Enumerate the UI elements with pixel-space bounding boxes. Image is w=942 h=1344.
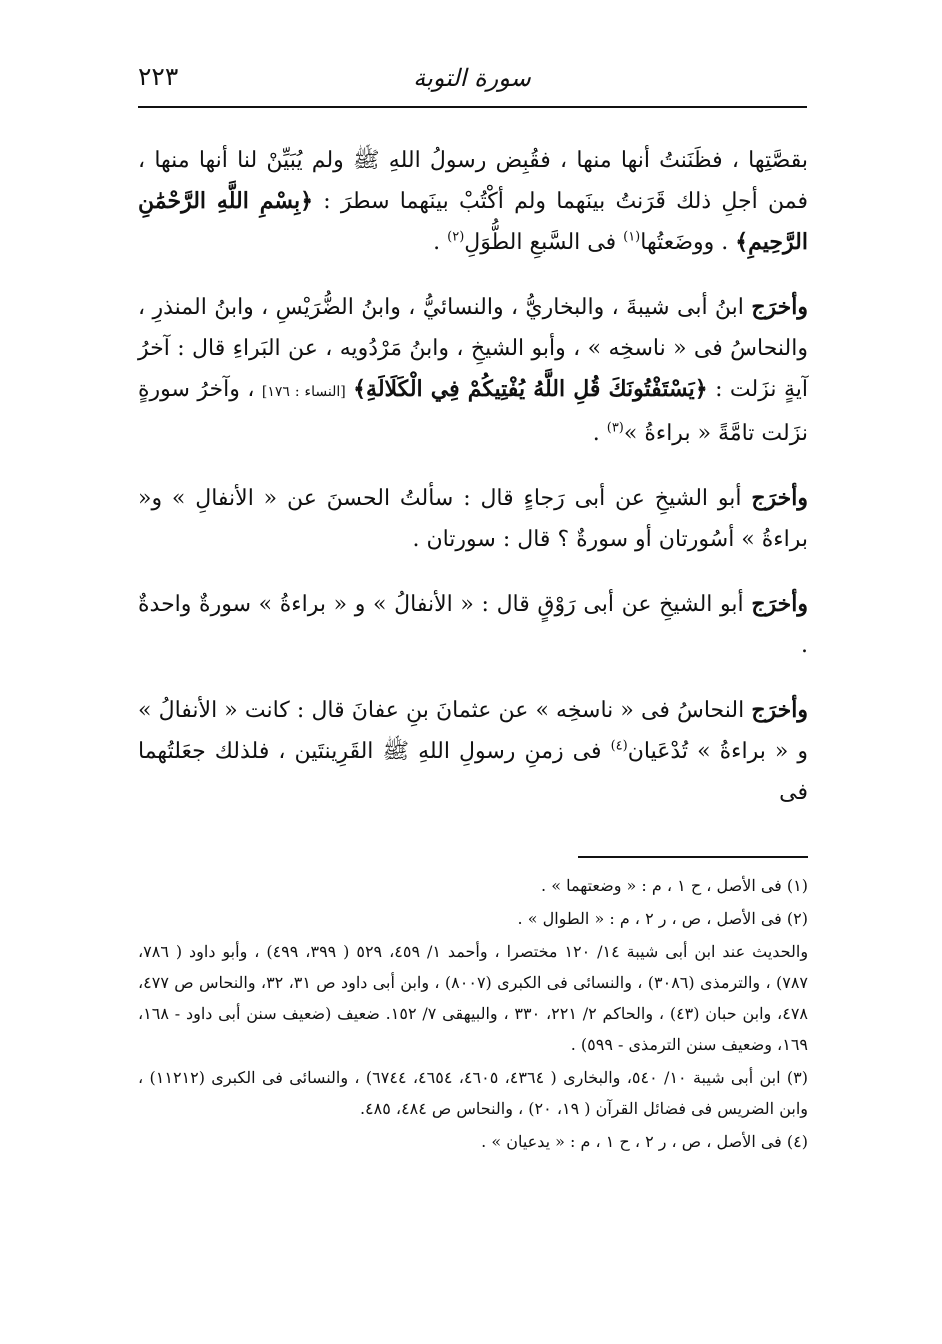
footnote-2-continuation: والحديث عند ابن أبى شيبة ١٤/ ١٢٠ مختصرا ، وأحمد ١/ ٤٥٩، ٥٢٩ ( ٣٩٩، ٤٩٩) ، وأبو داود ( ٧٨٦، ٧٨٧) ، والترمذى (٣٠٨٦) ، والنسائى فى الكبرى (٨٠٠٧) ، وابن أبى داود ص ٣١، ٣٢، والنحاس ص ٤٧٧، ٤٧٨، وابن حبان (٤٣) ، والحاكم ٢/ ٢٢١، ٣٣٠ ، والبيهقى ٧/ ١٥٢. ضعيف (ضعيف سنن أبى داود - ١٦٨، ١٦٩، وضعيف سنن الترمذى - ٥٩٩) .	[138, 942, 809, 1054]
footnote-1: (١) فى الأصل ، ح ١ ، م : « وضعتهما » .	[541, 876, 808, 895]
paragraph-5-after: فى زمنِ رسولِ اللهِ ﷺ القَرِينتَين ، فلذلك جعَلتُهما فى	[138, 739, 808, 805]
running-title: سورة التوبة	[413, 64, 531, 92]
paragraph-4	[138, 584, 808, 666]
footnote-4: (٤) فى الأصل ، ص ، ر ٢ ، ح ١ ، م : « يدعيان » .	[481, 1132, 808, 1151]
paragraph-3-text: أبو الشيخِ عن أبى رَجاءٍ قال : سألتُ الحسنَ عن « الأنفالِ » و« براءةُ » أسُورتان أو سورةٌ ؟ قال : سورتان .	[138, 486, 808, 552]
paragraph-5-text: النحاسُ فى « ناسخِه » عن عثمانَ بنِ عفانَ قال : كانت « الأنفالُ » و « براءةُ » تُدْعَيان	[138, 698, 809, 764]
paragraph-2-after: ، وآخرُ سورةٍ نزَلت تامَّةً « براءةُ »	[138, 377, 808, 446]
page-header	[138, 58, 806, 98]
quran-verse: ﴿يَسْتَفْتُونَكَ قُلِ اللَّهُ يُفْتِيكُمْ فِي الْكَلَالَةِ﴾	[353, 376, 708, 402]
verse-reference: [النساء : ١٧٦]	[261, 384, 346, 400]
main-text	[138, 140, 808, 837]
header-rule	[138, 106, 807, 108]
footnote-rule	[578, 856, 808, 858]
footnote-2: (٢) فى الأصل ، ص ، ر ٢ ، م : « الطوال » .	[517, 909, 808, 928]
quran-basmala: ﴿بِسْمِ اللَّهِ الرَّحْمَٰنِ الرَّحِيمِ﴾	[138, 188, 808, 255]
paragraph-4-lead: وأخرَج	[751, 591, 808, 617]
paragraph-1	[138, 140, 808, 263]
paragraph-2	[138, 287, 808, 454]
paragraph-1-text: بقصَّتِها ، فظَنَنتُ أنها منها ، فقُبِض رسولُ اللهِ ﷺ ولم يُبَيِّنْ لنا أنها منها ، فمن أجلِ ذلك قَرَنتُ بينَهما ولم أكْتُبْ بينَهما سطرَ :	[138, 148, 808, 214]
paragraph-2-lead: وأخرَج	[751, 294, 808, 320]
paragraph-3-lead: وأخرَج	[751, 485, 808, 511]
footnote-ref-4[interactable]: (٤)	[610, 738, 628, 754]
footnote-ref-2[interactable]: (٢)	[447, 229, 465, 245]
paragraph-5-lead: وأخرَج	[751, 697, 808, 723]
paragraph-1-after: فى السَّبعِ الطُّوَلِ	[464, 230, 617, 255]
footnotes	[138, 870, 808, 1159]
paragraph-3	[138, 478, 808, 560]
footnote-ref-1[interactable]: (١)	[623, 229, 641, 245]
footnote-3: (٣) ابن أبى شيبة ١٠/ ٥٤٠، والبخارى ( ٤٣٦٤، ٤٦٠٥، ٤٦٥٤، ٦٧٤٤) ، والنسائى فى الكبرى (١١٢١٢) ، وابن الضريس فى فضائل القرآن ( ١٩، ٢٠) ، والنحاس ص ٤٨٤، ٤٨٥.	[138, 1068, 809, 1118]
paragraph-2-text: ابنُ أبى شيبةَ ، والبخاريُّ ، والنسائيُّ ، وابنُ الضُّرَيْسِ ، وابنُ المنذرِ ، والنحاسُ فى « ناسخِه » ، وأبو الشيخِ ، وابنُ مَرْدُويه ، عن البَراءِ قال : آخرُ آيةٍ نزَلت :	[138, 295, 808, 402]
paragraph-1-close: .	[433, 230, 441, 255]
paragraph-1-end: . ووضَعتُها	[640, 230, 729, 255]
page-number: ٢٢٣	[138, 62, 179, 91]
paragraph-5	[138, 690, 808, 813]
paragraph-4-text: أبو الشيخِ عن أبى رَوْقٍ قال : « الأنفالُ » و « براءةُ » سورةٌ واحدةٌ .	[138, 592, 808, 658]
paragraph-2-close: .	[592, 421, 600, 446]
footnote-ref-3[interactable]: (٣)	[606, 420, 624, 436]
